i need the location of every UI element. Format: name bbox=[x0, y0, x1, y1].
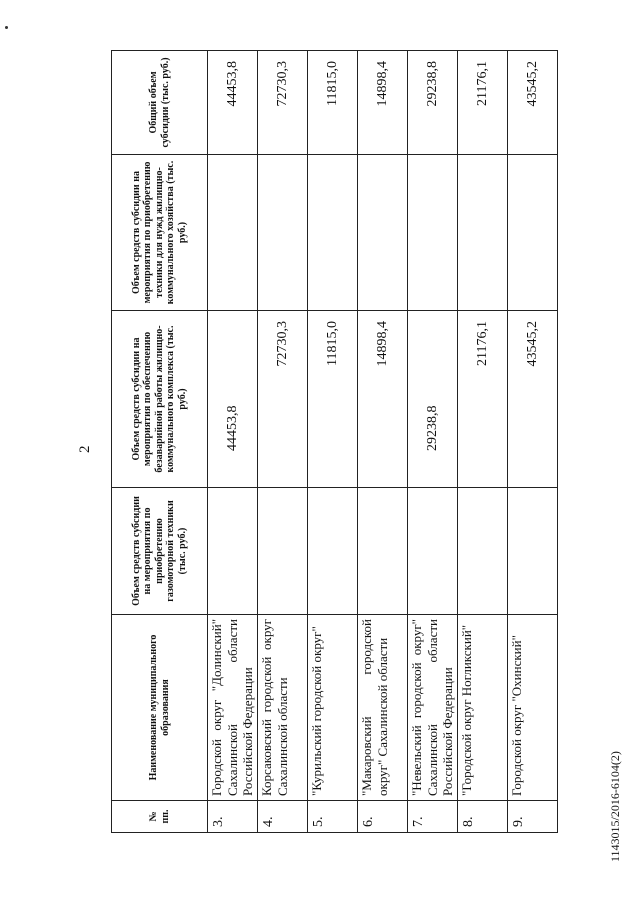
row-num: 7. bbox=[408, 801, 458, 833]
row-gas bbox=[358, 488, 408, 615]
row-accident: 21176,1 bbox=[458, 311, 508, 488]
row-gas bbox=[408, 488, 458, 615]
row-name: Корсаковский городской округ Сахалинской области bbox=[258, 615, 308, 801]
row-gas bbox=[208, 488, 258, 615]
row-total: 21176,1 bbox=[458, 51, 508, 155]
header-num: № пп. bbox=[112, 801, 208, 833]
row-housing bbox=[508, 155, 558, 311]
row-num: 3. bbox=[208, 801, 258, 833]
table-header-row bbox=[112, 51, 208, 833]
table-row bbox=[508, 51, 558, 833]
row-num: 5. bbox=[308, 801, 358, 833]
row-name: Городской округ "Долинский" Сахалинской области Российской Федерации bbox=[208, 615, 258, 801]
row-accident: 14898,4 bbox=[358, 311, 408, 488]
header-name: Наименование муниципального образования bbox=[112, 615, 208, 801]
row-total: 43545,2 bbox=[508, 51, 558, 155]
row-accident: 29238,8 bbox=[408, 311, 458, 488]
row-name: "Курильский городской округ" bbox=[308, 615, 358, 801]
row-name: "Макаровский городской округ" Сахалинской области bbox=[358, 615, 408, 801]
row-housing bbox=[358, 155, 408, 311]
header-housing: Объем средств субсидии на мероприятия по приобретению техники для нужд жилищно-коммунального хозяйства (тыс. руб.) bbox=[112, 155, 208, 311]
row-accident: 44453,8 bbox=[208, 311, 258, 488]
row-housing bbox=[408, 155, 458, 311]
table-row bbox=[358, 51, 408, 833]
scan-artifact-dot bbox=[5, 26, 8, 29]
row-name: "Городской округ Ногликский" bbox=[458, 615, 508, 801]
subsidy-table bbox=[111, 50, 558, 833]
row-name: "Невельский городской округ" Сахалинской области Российской Федерации bbox=[408, 615, 458, 801]
row-num: 9. bbox=[508, 801, 558, 833]
row-gas bbox=[458, 488, 508, 615]
row-num: 8. bbox=[458, 801, 508, 833]
table-row bbox=[208, 51, 258, 833]
row-gas bbox=[508, 488, 558, 615]
document-code: 1143015/2016-6104(2) bbox=[608, 751, 622, 862]
row-total: 44453,8 bbox=[208, 51, 258, 155]
row-total: 72730,3 bbox=[258, 51, 308, 155]
row-housing bbox=[458, 155, 508, 311]
table-row bbox=[308, 51, 358, 833]
row-accident: 43545,2 bbox=[508, 311, 558, 488]
header-gas: Объем средств субсидии на мероприятия по приобретению газомоторной техники (тыс. руб.) bbox=[112, 488, 208, 615]
row-gas bbox=[258, 488, 308, 615]
row-total: 14898,4 bbox=[358, 51, 408, 155]
row-total: 29238,8 bbox=[408, 51, 458, 155]
row-housing bbox=[308, 155, 358, 311]
row-housing bbox=[208, 155, 258, 311]
header-accident: Объем средств субсидии на мероприятия по обеспечению безаварийной работы жилищно-коммунального комплекса (тыс. руб.) bbox=[112, 311, 208, 488]
table-row bbox=[258, 51, 308, 833]
row-num: 6. bbox=[358, 801, 408, 833]
row-num: 4. bbox=[258, 801, 308, 833]
page-number: 2 bbox=[77, 445, 93, 453]
header-total: Общий объем субсидии (тыс. руб.) bbox=[112, 51, 208, 155]
table-row bbox=[458, 51, 508, 833]
row-accident: 11815,0 bbox=[308, 311, 358, 488]
row-gas bbox=[308, 488, 358, 615]
row-name: Городской округ "Охинский" bbox=[508, 615, 558, 801]
row-accident: 72730,3 bbox=[258, 311, 308, 488]
row-total: 11815,0 bbox=[308, 51, 358, 155]
row-housing bbox=[258, 155, 308, 311]
table-row bbox=[408, 51, 458, 833]
